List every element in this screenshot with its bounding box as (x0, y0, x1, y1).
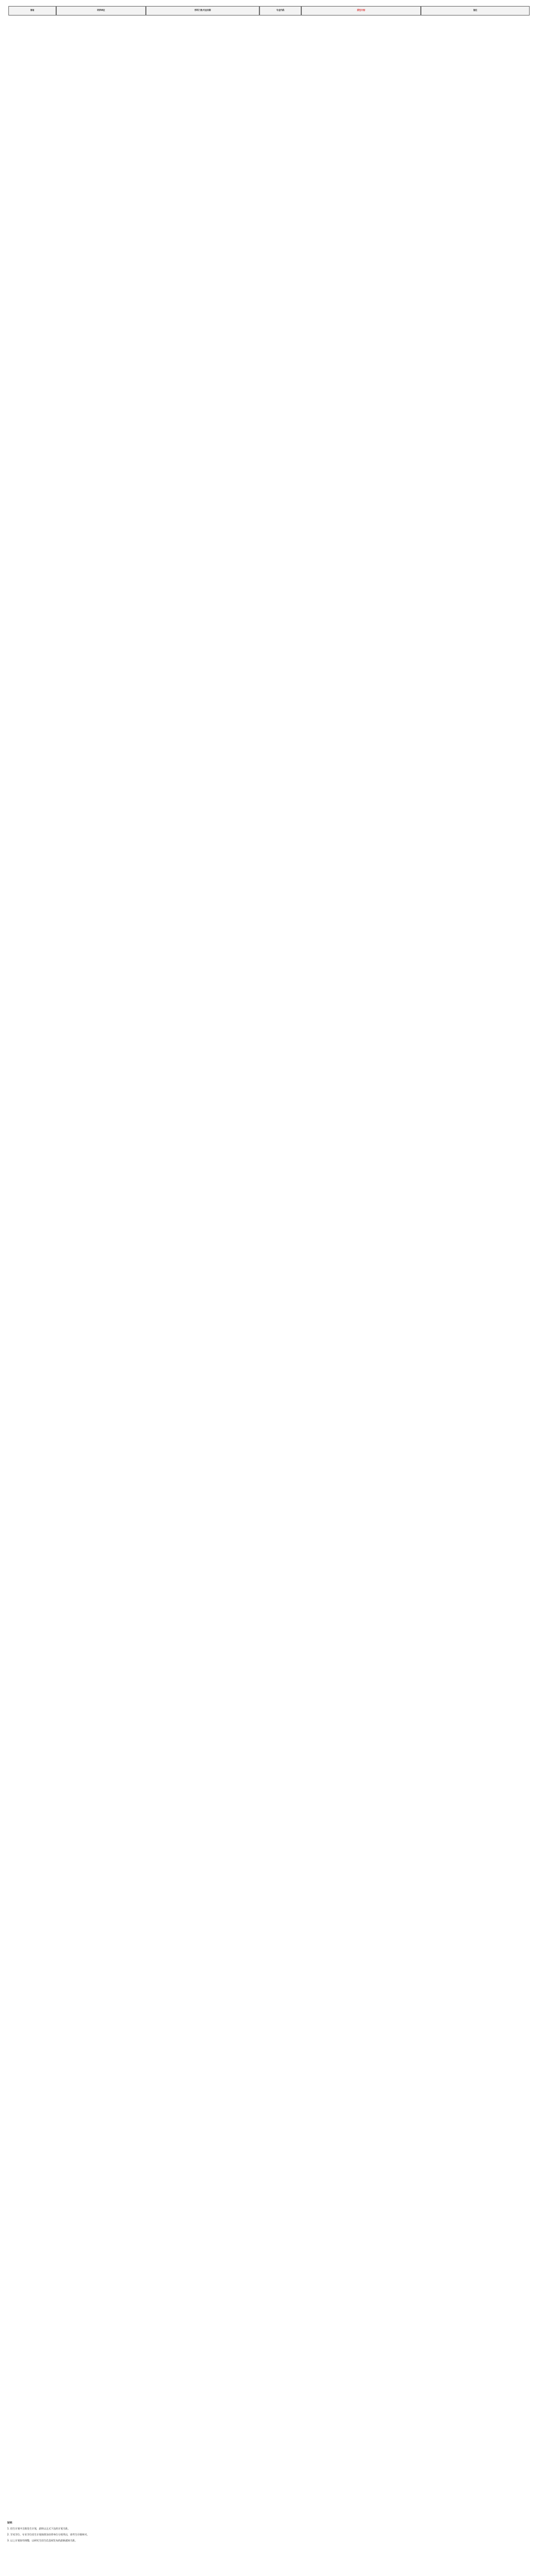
note-line: 1. 招生计划中含推免生计划，最终以正式下达的计划为准。 (7, 2527, 71, 2530)
header-code: 专业代码 (259, 6, 301, 16)
header-unit: 培养单位 (56, 6, 146, 16)
header-discipline: 学科门类/专业名称 (146, 6, 259, 16)
note-line: 3. 以上计划如有调整，以研究生招生信息网发布的最新通知为准。 (7, 2539, 78, 2542)
header-dept: 部局 (8, 6, 56, 16)
note-line: 2. 学术学位、专业学位招生计划按照各培养单位分别列出，请考生仔细核对。 (7, 2533, 90, 2536)
header-plan: 招生计划 (301, 6, 421, 16)
header-remark: 备注 (421, 6, 530, 16)
notes-title: 说明： (7, 2521, 14, 2524)
